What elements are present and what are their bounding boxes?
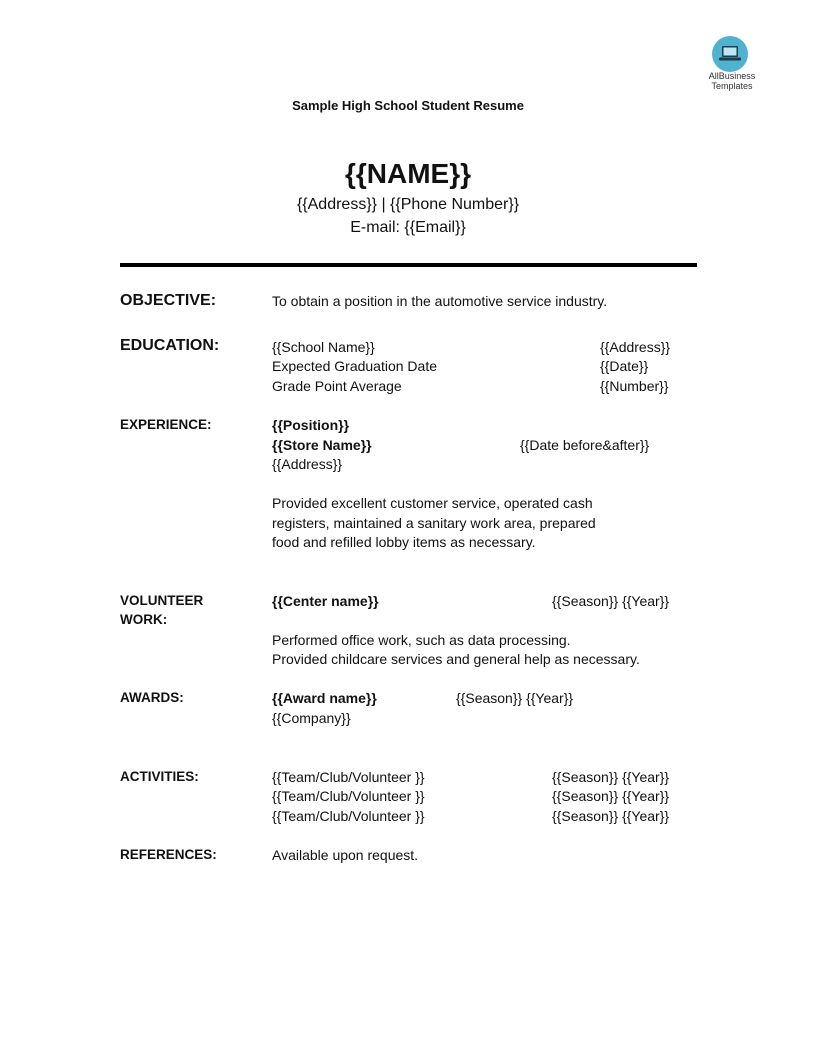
award-when: {{Season}} {{Year}} [456, 690, 574, 706]
award-company: {{Company}} [272, 710, 351, 726]
volunteer-desc-line: Provided childcare services and general help as necessary. [272, 651, 640, 667]
awards-label: AWARDS: [120, 690, 184, 705]
experience-dates: {{Date before&after}} [520, 437, 650, 453]
logo-line-1: AllBusiness [708, 71, 756, 81]
email-line: E-mail: {{Email}} [350, 219, 466, 236]
activity-item: {{Team/Club/Volunteer }} [272, 788, 425, 804]
activity-item: {{Team/Club/Volunteer }} [272, 769, 425, 785]
experience-address: {{Address}} [272, 456, 343, 472]
education-number: {{Number}} [600, 378, 669, 394]
experience-desc-line: food and refilled lobby items as necessary. [272, 534, 536, 550]
header-divider [120, 263, 697, 267]
volunteer-when: {{Season}} {{Year}} [552, 593, 670, 609]
logo-line-2: Templates [711, 81, 753, 91]
education-gpa: Grade Point Average [272, 378, 402, 394]
activity-item: {{Team/Club/Volunteer }} [272, 808, 425, 824]
objective-label: OBJECTIVE: [120, 292, 217, 309]
resume-name: {{NAME}} [344, 158, 472, 189]
education-date: {{Date}} [600, 358, 649, 374]
volunteer-center: {{Center name}} [272, 593, 379, 609]
volunteer-desc-line: Performed office work, such as data processing. [272, 632, 571, 648]
experience-desc-line: Provided excellent customer service, operated cash [272, 495, 593, 511]
experience-position: {{Position}} [272, 417, 350, 433]
allbusiness-logo [712, 36, 748, 72]
laptop-icon [718, 45, 742, 63]
activity-when: {{Season}} {{Year}} [552, 788, 670, 804]
education-label: EDUCATION: [120, 337, 220, 354]
document-title: Sample High School Student Resume [292, 98, 524, 113]
education-school: {{School Name}} [272, 339, 375, 355]
address-phone-line: {{Address}} | {{Phone Number}} [296, 196, 520, 213]
experience-store: {{Store Name}} [272, 437, 372, 453]
education-address: {{Address}} [600, 339, 671, 355]
experience-label: EXPERIENCE: [120, 417, 212, 432]
education-graduation: Expected Graduation Date [272, 358, 437, 374]
activity-when: {{Season}} {{Year}} [552, 769, 670, 785]
activities-label: ACTIVITIES: [120, 769, 199, 784]
volunteer-label-2: WORK: [120, 612, 168, 627]
references-label: REFERENCES: [120, 847, 217, 862]
award-name: {{Award name}} [272, 690, 377, 706]
references-text: Available upon request. [272, 847, 419, 863]
volunteer-label: VOLUNTEER [120, 593, 204, 608]
activity-when: {{Season}} {{Year}} [552, 808, 670, 824]
objective-text: To obtain a position in the automotive service industry. [272, 293, 608, 309]
experience-desc-line: registers, maintained a sanitary work area, prepared [272, 515, 596, 531]
logo-text [698, 71, 766, 91]
